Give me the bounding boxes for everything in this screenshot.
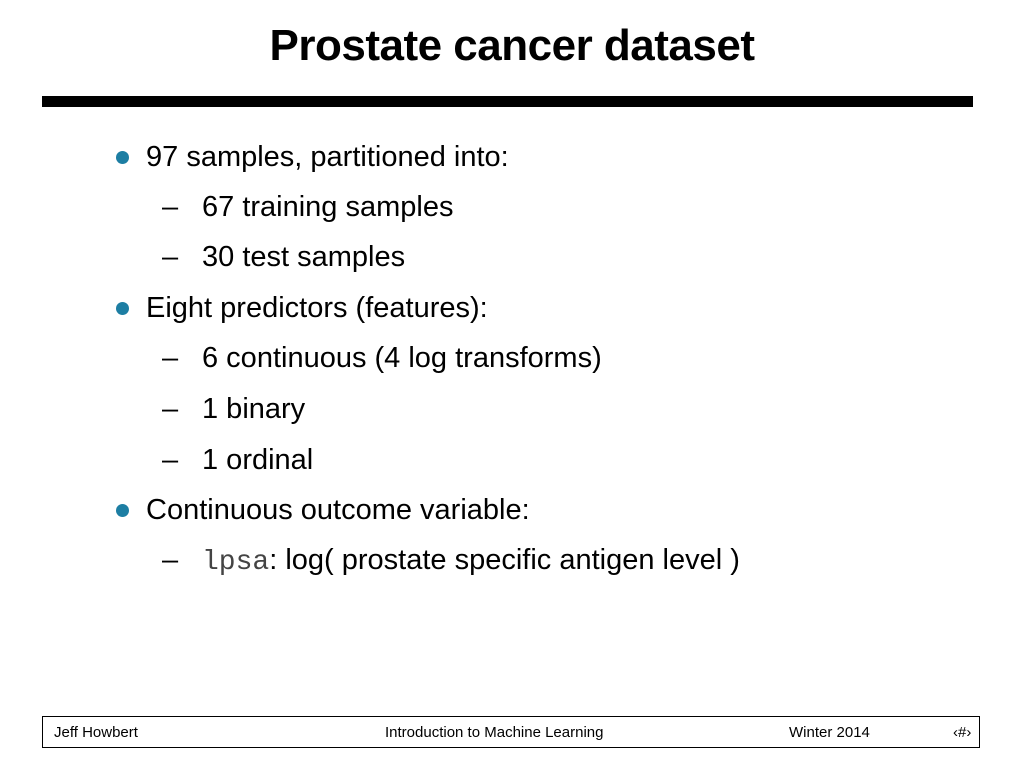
bullet-dot [116,504,129,517]
footer-term: Winter 2014 [789,724,870,741]
sub-bullet-item: 1 binary [202,393,306,425]
slide-footer [42,716,980,748]
sub-bullet-dash: – [162,191,179,223]
variable-name-code: lpsa [202,547,270,578]
sub-bullet-dash: – [162,241,179,273]
sub-bullet-item: 6 continuous (4 log transforms) [202,342,602,374]
sub-bullet-dash: – [162,393,179,425]
bullet-item: Eight predictors (features): [146,292,488,324]
bullet-item: Continuous outcome variable: [146,494,530,526]
bullet-item: 97 samples, partitioned into: [146,141,509,173]
sub-bullet-dash: – [162,544,179,576]
sub-bullet-item: 67 training samples [202,191,454,223]
variable-description: : log( prostate specific antigen level ) [269,544,740,576]
bullet-dot [116,302,129,315]
sub-bullet-dash: – [162,342,179,374]
bullet-dot [116,151,129,164]
footer-author: Jeff Howbert [54,724,138,741]
footer-course: Introduction to Machine Learning [385,724,604,741]
footer-page-number: ‹#› [953,724,972,741]
sub-bullet-item [202,542,740,581]
sub-bullet-dash: – [162,444,179,476]
sub-bullet-item: 1 ordinal [202,444,314,476]
sub-bullet-item: 30 test samples [202,241,406,273]
slide-title: Prostate cancer dataset [269,21,755,70]
